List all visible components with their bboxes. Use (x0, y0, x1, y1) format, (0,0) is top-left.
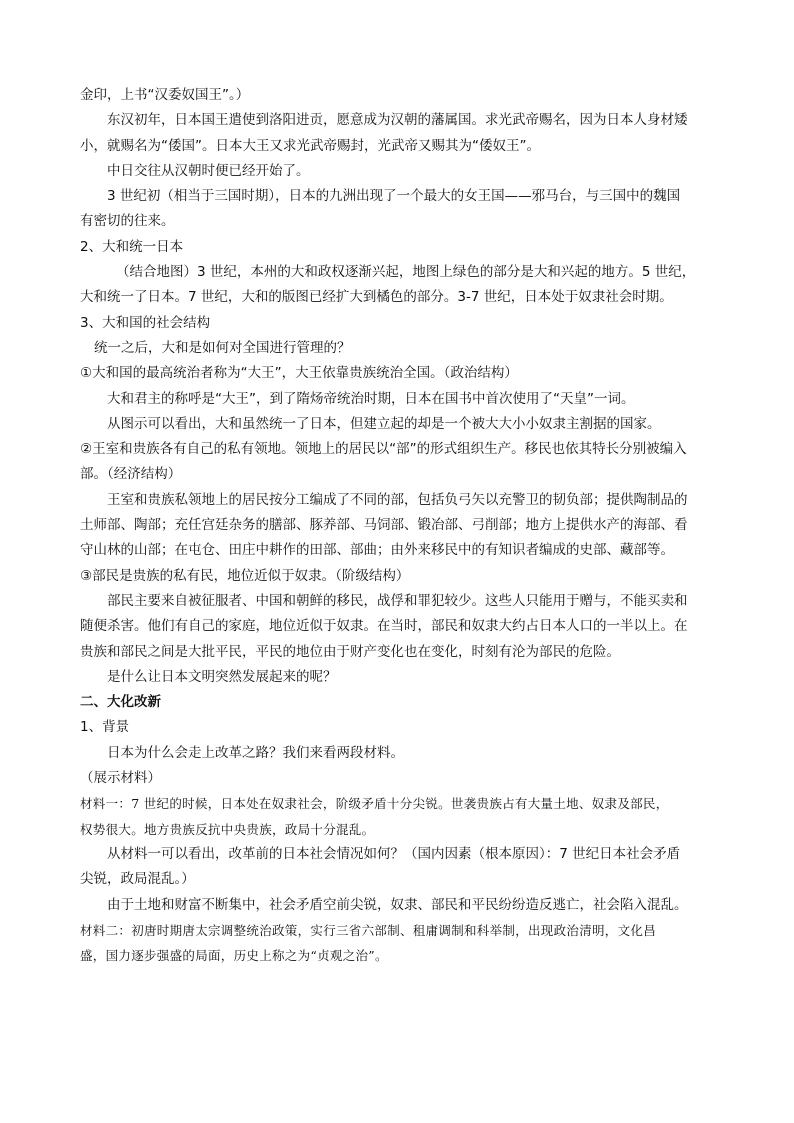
text-line: 材料二：初唐时期唐太宗调整统治政策，实行三省六部制、租庸调制和科举制，出现政治清明，文化昌 (80, 922, 657, 938)
text-line: 大和君主的称呼是“大王”，到了隋炀帝统治时期，日本在国书中首次使用了“天皇”一词。 (107, 390, 635, 407)
text-line: 部民主要来自被征服者、中国和朝鲜的移民，战俘和罪犯较少。这些人只能用于赠与，不能买卖和 (107, 592, 688, 609)
document-body (80, 83, 724, 968)
text-line: 日本为什么会走上改革之路？我们来看两段材料。 (107, 744, 404, 761)
text-line: （结合地图）3 世纪，本州的大和政权逐渐兴起，地图上绿色的部分是大和兴起的地方。5 世纪， (116, 264, 696, 281)
text-line: 金印，上书“汉委奴国王”。） (80, 87, 250, 103)
text-line: 是什么让日本文明突然发展起来的呢？ (107, 668, 337, 685)
text-line: 土师部、陶部；充任宫廷杂务的膳部、豚养部、马饲部、锻冶部、弓削部；地方上提供水产的海部、看 (80, 517, 688, 534)
text-line: 贵族和部民之间是大批平民，平民的地位由于财产变化也在变化，时刻有沦为部民的危险。 (80, 643, 620, 660)
text-line: 3、大和国的社会结构 (80, 314, 211, 331)
text-line: 王室和贵族私领地上的居民按分工编成了不同的部，包括负弓矢以充警卫的韧负部；提供陶制品的 (107, 491, 688, 508)
text-line: 部。（经济结构） (80, 466, 182, 483)
text-line: ①大和国的最高统治者称为“大王”，大王依靠贵族统治全国。（政治结构） (80, 365, 518, 382)
text-line: 守山林的山部；在屯仓、田庄中耕作的田部、部曲；由外来移民中的有知识者编成的史部、藏部等。 (80, 542, 674, 559)
text-line: 小，就赐名为“倭国”。日本大王又求光武帝赐封，光武帝又赐其为“倭奴王”。 (80, 137, 540, 154)
text-line: 从图示可以看出，大和虽然统一了日本，但建立起的却是一个被大大小小奴隶主割据的国家。 (107, 415, 661, 432)
text-line: 统一之后，大和是如何对全国进行管理的？ (94, 339, 351, 356)
text-line: 2、大和统一日本 (80, 238, 184, 255)
text-line: 随便杀害。他们有自己的家庭，地位近似于奴隶。在当时，部民和奴隶大约占日本人口的一半以上。在 (80, 618, 688, 635)
text-line: 3 世纪初（相当于三国时期），日本的九洲出现了一个最大的女王国——邪马台，与三国中的魏国 (107, 188, 681, 205)
text-line: 材料一：7 世纪的时候，日本处在奴隶社会，阶级矛盾十分尖锐。世袭贵族占有大量土地、奴隶及部民， (80, 796, 669, 812)
section-heading: 二、大化改新 (80, 694, 161, 711)
text-line: （展示材料） (80, 770, 161, 787)
text-line: 东汉初年，日本国王遣使到洛阳进贡，愿意成为汉朝的藩属国。求光武帝赐名，因为日本人身材矮 (107, 112, 688, 129)
text-line: 由于土地和财富不断集中，社会矛盾空前尖锐，奴隶、部民和平民纷纷造反逃亡，社会陷入混乱。 (107, 896, 688, 913)
text-line: 大和统一了日本。7 世纪，大和的版图已经扩大到橘色的部分。3-7 世纪，日本处于奴隶社会时期。 (80, 289, 673, 306)
text-line: 盛，国力逐步强盛的局面，历史上称之为“贞观之治”。 (80, 948, 388, 964)
text-line: 从材料一可以看出，改革前的日本社会情况如何？（国内因素（根本原因）：7 世纪日本社会矛盾 (107, 845, 681, 862)
text-line: 中日交往从汉朝时便已经开始了。 (107, 162, 310, 179)
text-line: ②王室和贵族各有自己的私有领地。领地上的居民以“部”的形式组织生产。移民也依其特长分别被编入 (80, 441, 687, 458)
text-line: 尖锐，政局混乱。） (80, 871, 195, 888)
text-line: 有密切的往来。 (80, 213, 175, 230)
text-line: 1、背景 (80, 719, 130, 736)
text-line: ③部民是贵族的私有民，地位近似于奴隶。（阶级结构） (80, 567, 410, 584)
text-line: 权势很大。地方贵族反抗中央贵族，政局十分混乱。 (80, 821, 375, 837)
